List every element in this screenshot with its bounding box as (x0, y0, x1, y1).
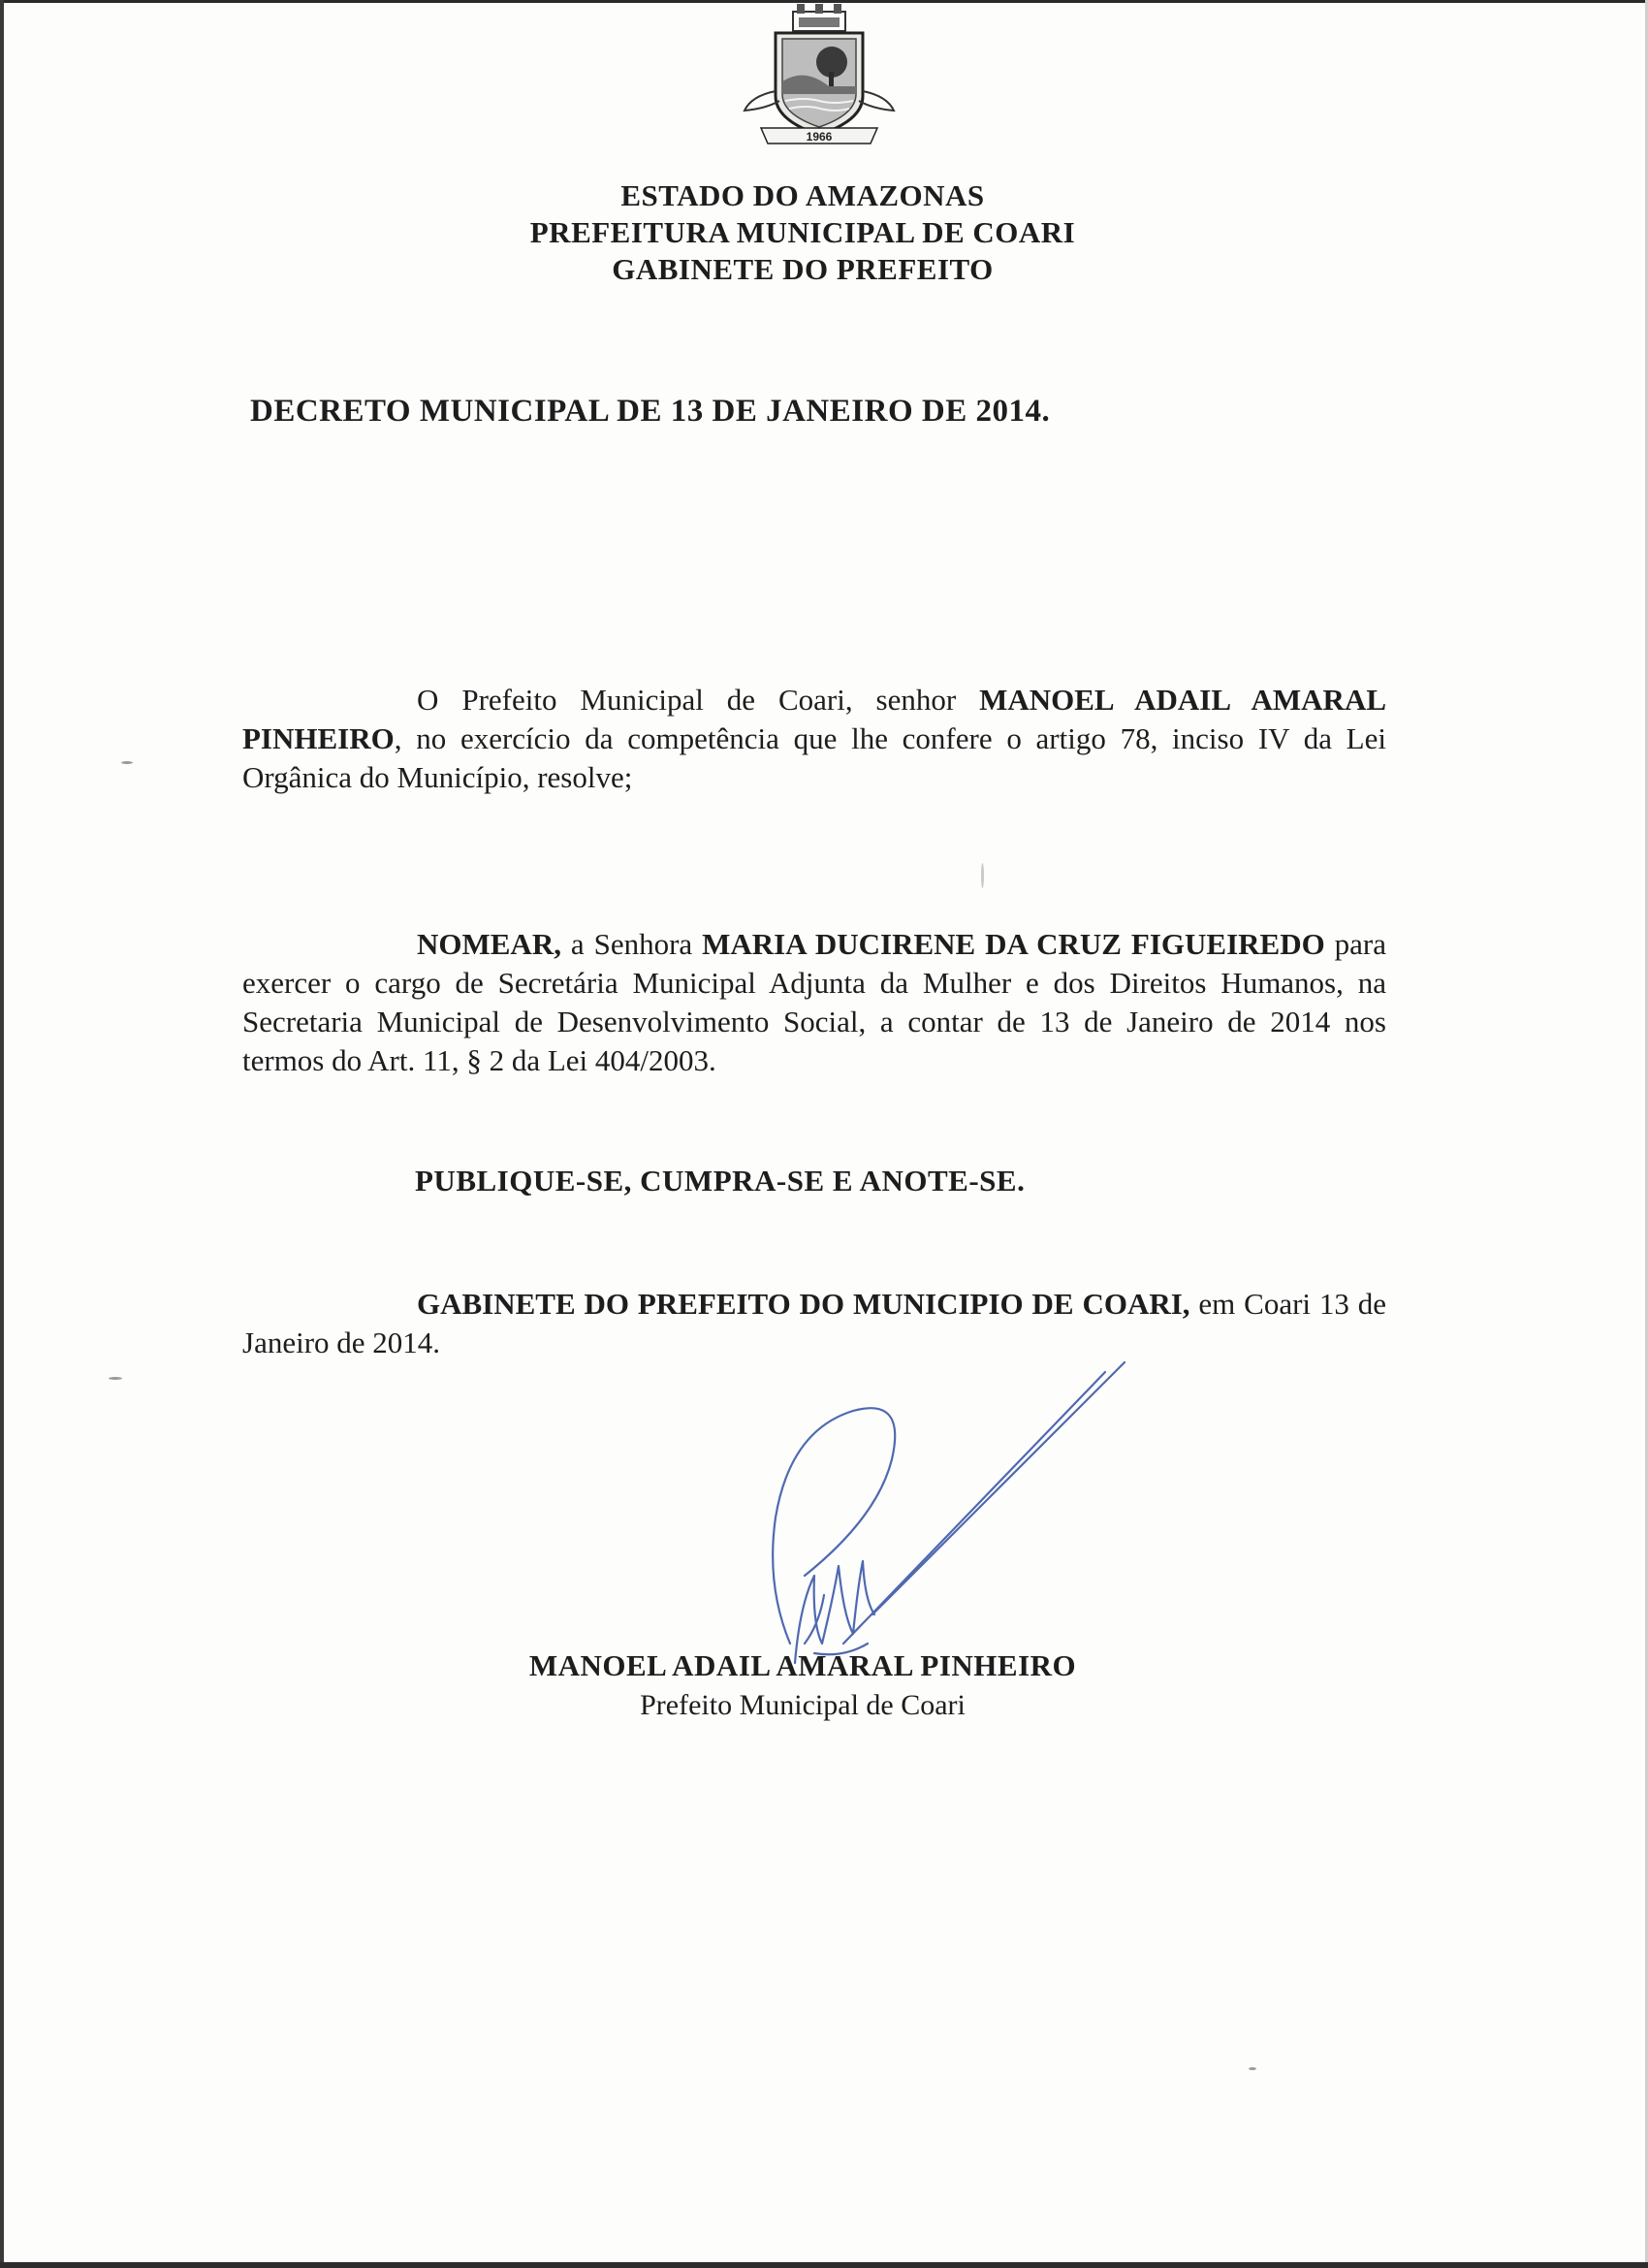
paragraph-appointment (242, 925, 1386, 1080)
scan-edge-bottom (0, 2262, 1648, 2268)
decree-title: DECRETO MUNICIPAL DE 13 DE JANEIRO DE 2014. (250, 394, 1051, 429)
appointee-name: MARIA DUCIRENE DA CRUZ FIGUEIREDO (702, 927, 1325, 961)
appointment-text-b: para exercer o cargo de Secretária Municipal Adjunta da Mulher e dos Direitos Humanos, na Secretaria Municipal de Desenvolvimento Social, a contar de 13 de Janeiro de 2014 nos termos do Art. 11, § 2 da Lei 404/2003. (242, 927, 1386, 1077)
header-office: GABINETE DO PREFEITO (612, 252, 994, 286)
preamble-text-b: , no exercício da competência que lhe confere o artigo 78, inciso IV da Lei Orgânica do Município, resolve; (242, 721, 1386, 794)
scan-speck (121, 761, 133, 764)
header-state: ESTADO DO AMAZONAS (620, 178, 985, 212)
coat-of-arms-icon (737, 4, 902, 149)
appointment-action: NOMEAR, (417, 927, 561, 961)
preamble-text-a: O Prefeito Municipal de Coari, senhor (417, 683, 980, 717)
signatory-name: MANOEL ADAIL AMARAL PINHEIRO (528, 1648, 1077, 1682)
paragraph-preamble (242, 681, 1386, 797)
appointment-text-a: a Senhora (560, 927, 703, 961)
closing-office: GABINETE DO PREFEITO DO MUNICIPIO DE COARI, (417, 1287, 1190, 1321)
scan-edge-left (0, 0, 4, 2268)
publish-clause: PUBLIQUE-SE, CUMPRA-SE E ANOTE-SE. (415, 1164, 1026, 1198)
mayor-name: MANOEL ADAIL AMARAL PINHEIRO (242, 683, 1387, 755)
scan-speck (981, 863, 984, 888)
scan-speck (109, 1377, 122, 1380)
scan-speck (1249, 2067, 1256, 2070)
scan-edge-top (0, 0, 1648, 3)
signatory-role: Prefeito Municipal de Coari (640, 1689, 966, 1721)
header-prefecture: PREFEITURA MUNICIPAL DE COARI (529, 215, 1076, 249)
closing-text: em Coari 13 de Janeiro de 2014. (242, 1287, 1386, 1359)
closing-paragraph (242, 1285, 1386, 1362)
handwritten-signature (698, 1353, 1144, 1682)
crest-year: 1966 (806, 130, 833, 144)
document-header (0, 177, 1605, 288)
